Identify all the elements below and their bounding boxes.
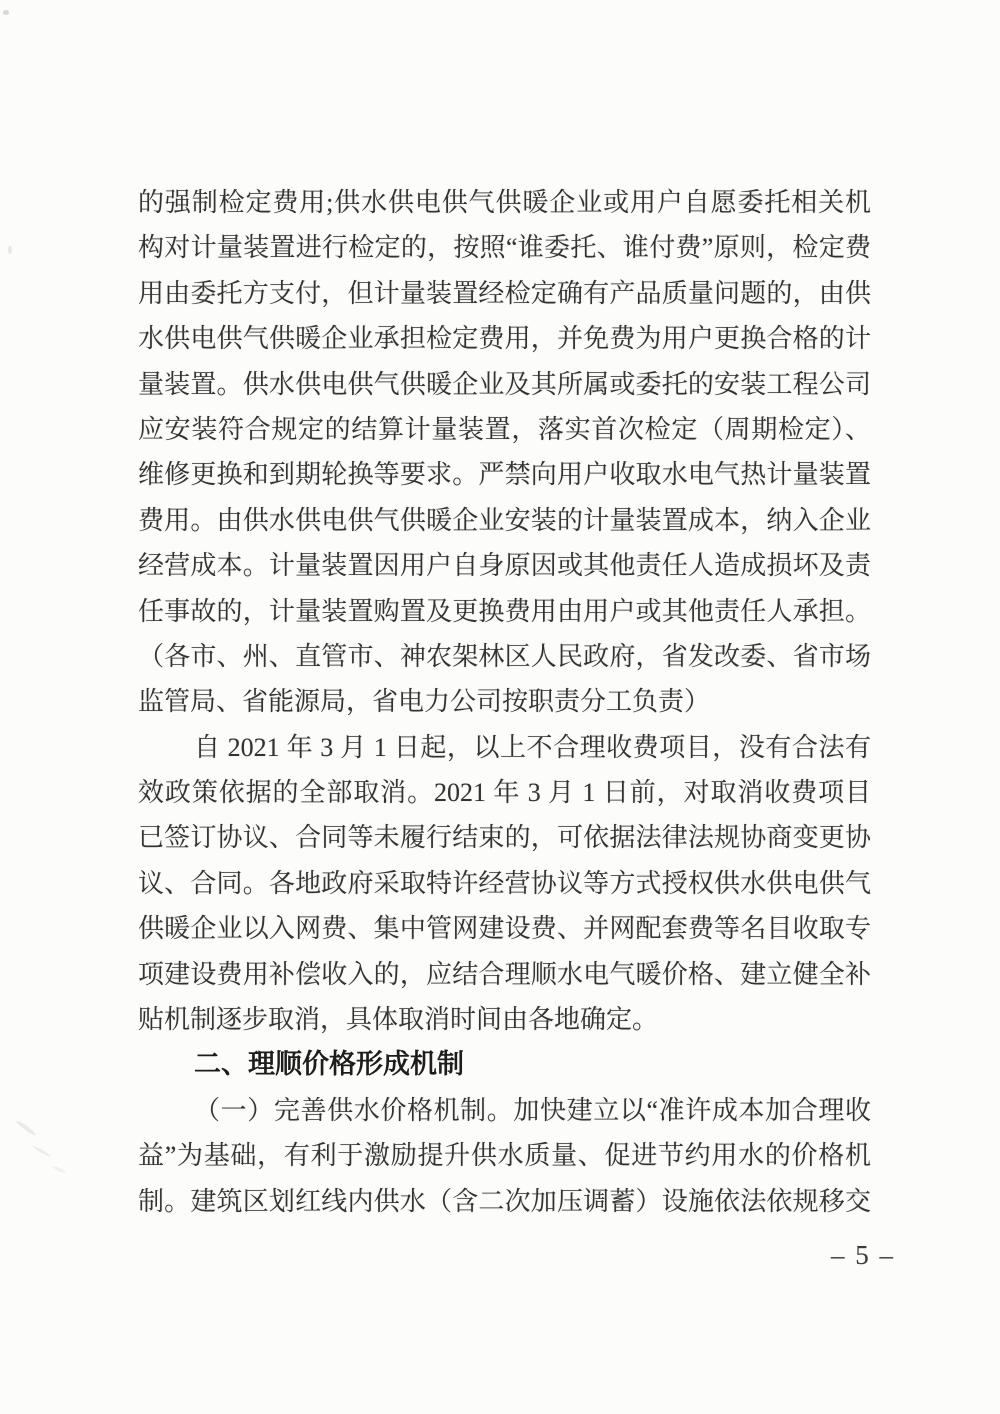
text-line: 益”为基础，有利于激励提升供水质量、促进节约用水的价格机 [138,1141,871,1171]
text-line: 供暖企业以入网费、集中管网建设费、并网配套费等名目收取专 [138,914,871,944]
text-line: 任事故的，计量装置购置及更换费用由用户或其他责任人承担。 [138,596,871,626]
text-line: 监管局、省能源局，省电力公司按职责分工负责） [138,687,711,717]
text-line: 用由委托方支付，但计量装置经检定确有产品质量问题的，由供 [138,278,871,308]
text-line: 贴机制逐步取消，具体取消时间由各地确定。 [138,1005,659,1035]
text-line: （一）完善供水价格机制。加快建立以“准许成本加合理收 [194,1095,871,1125]
scan-artifact [33,1145,52,1158]
text-line: 经营成本。计量装置因用户自身原因或其他责任人造成损坏及责 [138,551,871,581]
text-line: 构对计量装置进行检定的，按照“谁委托、谁付费”原则，检定费 [138,233,871,263]
text-line: 应安装符合规定的结算计量装置，落实首次检定（周期检定）、 [138,414,871,444]
scan-artifact [8,246,12,254]
text-line: 量装置。供水供电供气供暖企业及其所属或委托的安装工程公司 [138,369,871,399]
text-line: 维修更换和到期轮换等要求。严禁向用户收取水电气热计量装置 [138,460,871,490]
text-line: 制。建筑区划红线内供水（含二次加压调蓄）设施依法依规移交 [138,1186,871,1216]
text-line: 议、合同。各地政府采取特许经营协议等方式授权供水供电供气 [138,868,871,898]
text-line: 的强制检定费用;供水供电供气供暖企业或用户自愿委托相关机 [138,188,871,217]
section-heading: 二、理顺价格形成机制 [194,1049,464,1080]
text-line: 费用。由供水供电供气供暖企业安装的计量装置成本，纳入企业 [138,505,871,535]
document-body [138,180,871,1224]
text-line: 水供电供气供暖企业承担检定费用，并免费为用户更换合格的计 [138,324,871,354]
scan-artifact [3,10,9,15]
text-line: 项建设费用补偿收入的，应结合理顺水电气暖价格、建立健全补 [138,959,871,989]
text-line: 自 2021 年 3 月 1 日起，以上不合理收费项目，没有合法有 [194,732,871,762]
page-number: – 5 – [831,1240,895,1270]
scan-artifact [15,1119,37,1136]
scan-artifact [52,1165,66,1174]
text-line: （各市、州、直管市、神农架林区人民政府，省发改委、省市场 [138,641,871,671]
text-line: 效政策依据的全部取消。2021 年 3 月 1 日前，对取消收费项目 [138,778,871,808]
text-line: 已签订协议、合同等未履行结束的，可依据法律法规协商变更协 [138,823,871,853]
